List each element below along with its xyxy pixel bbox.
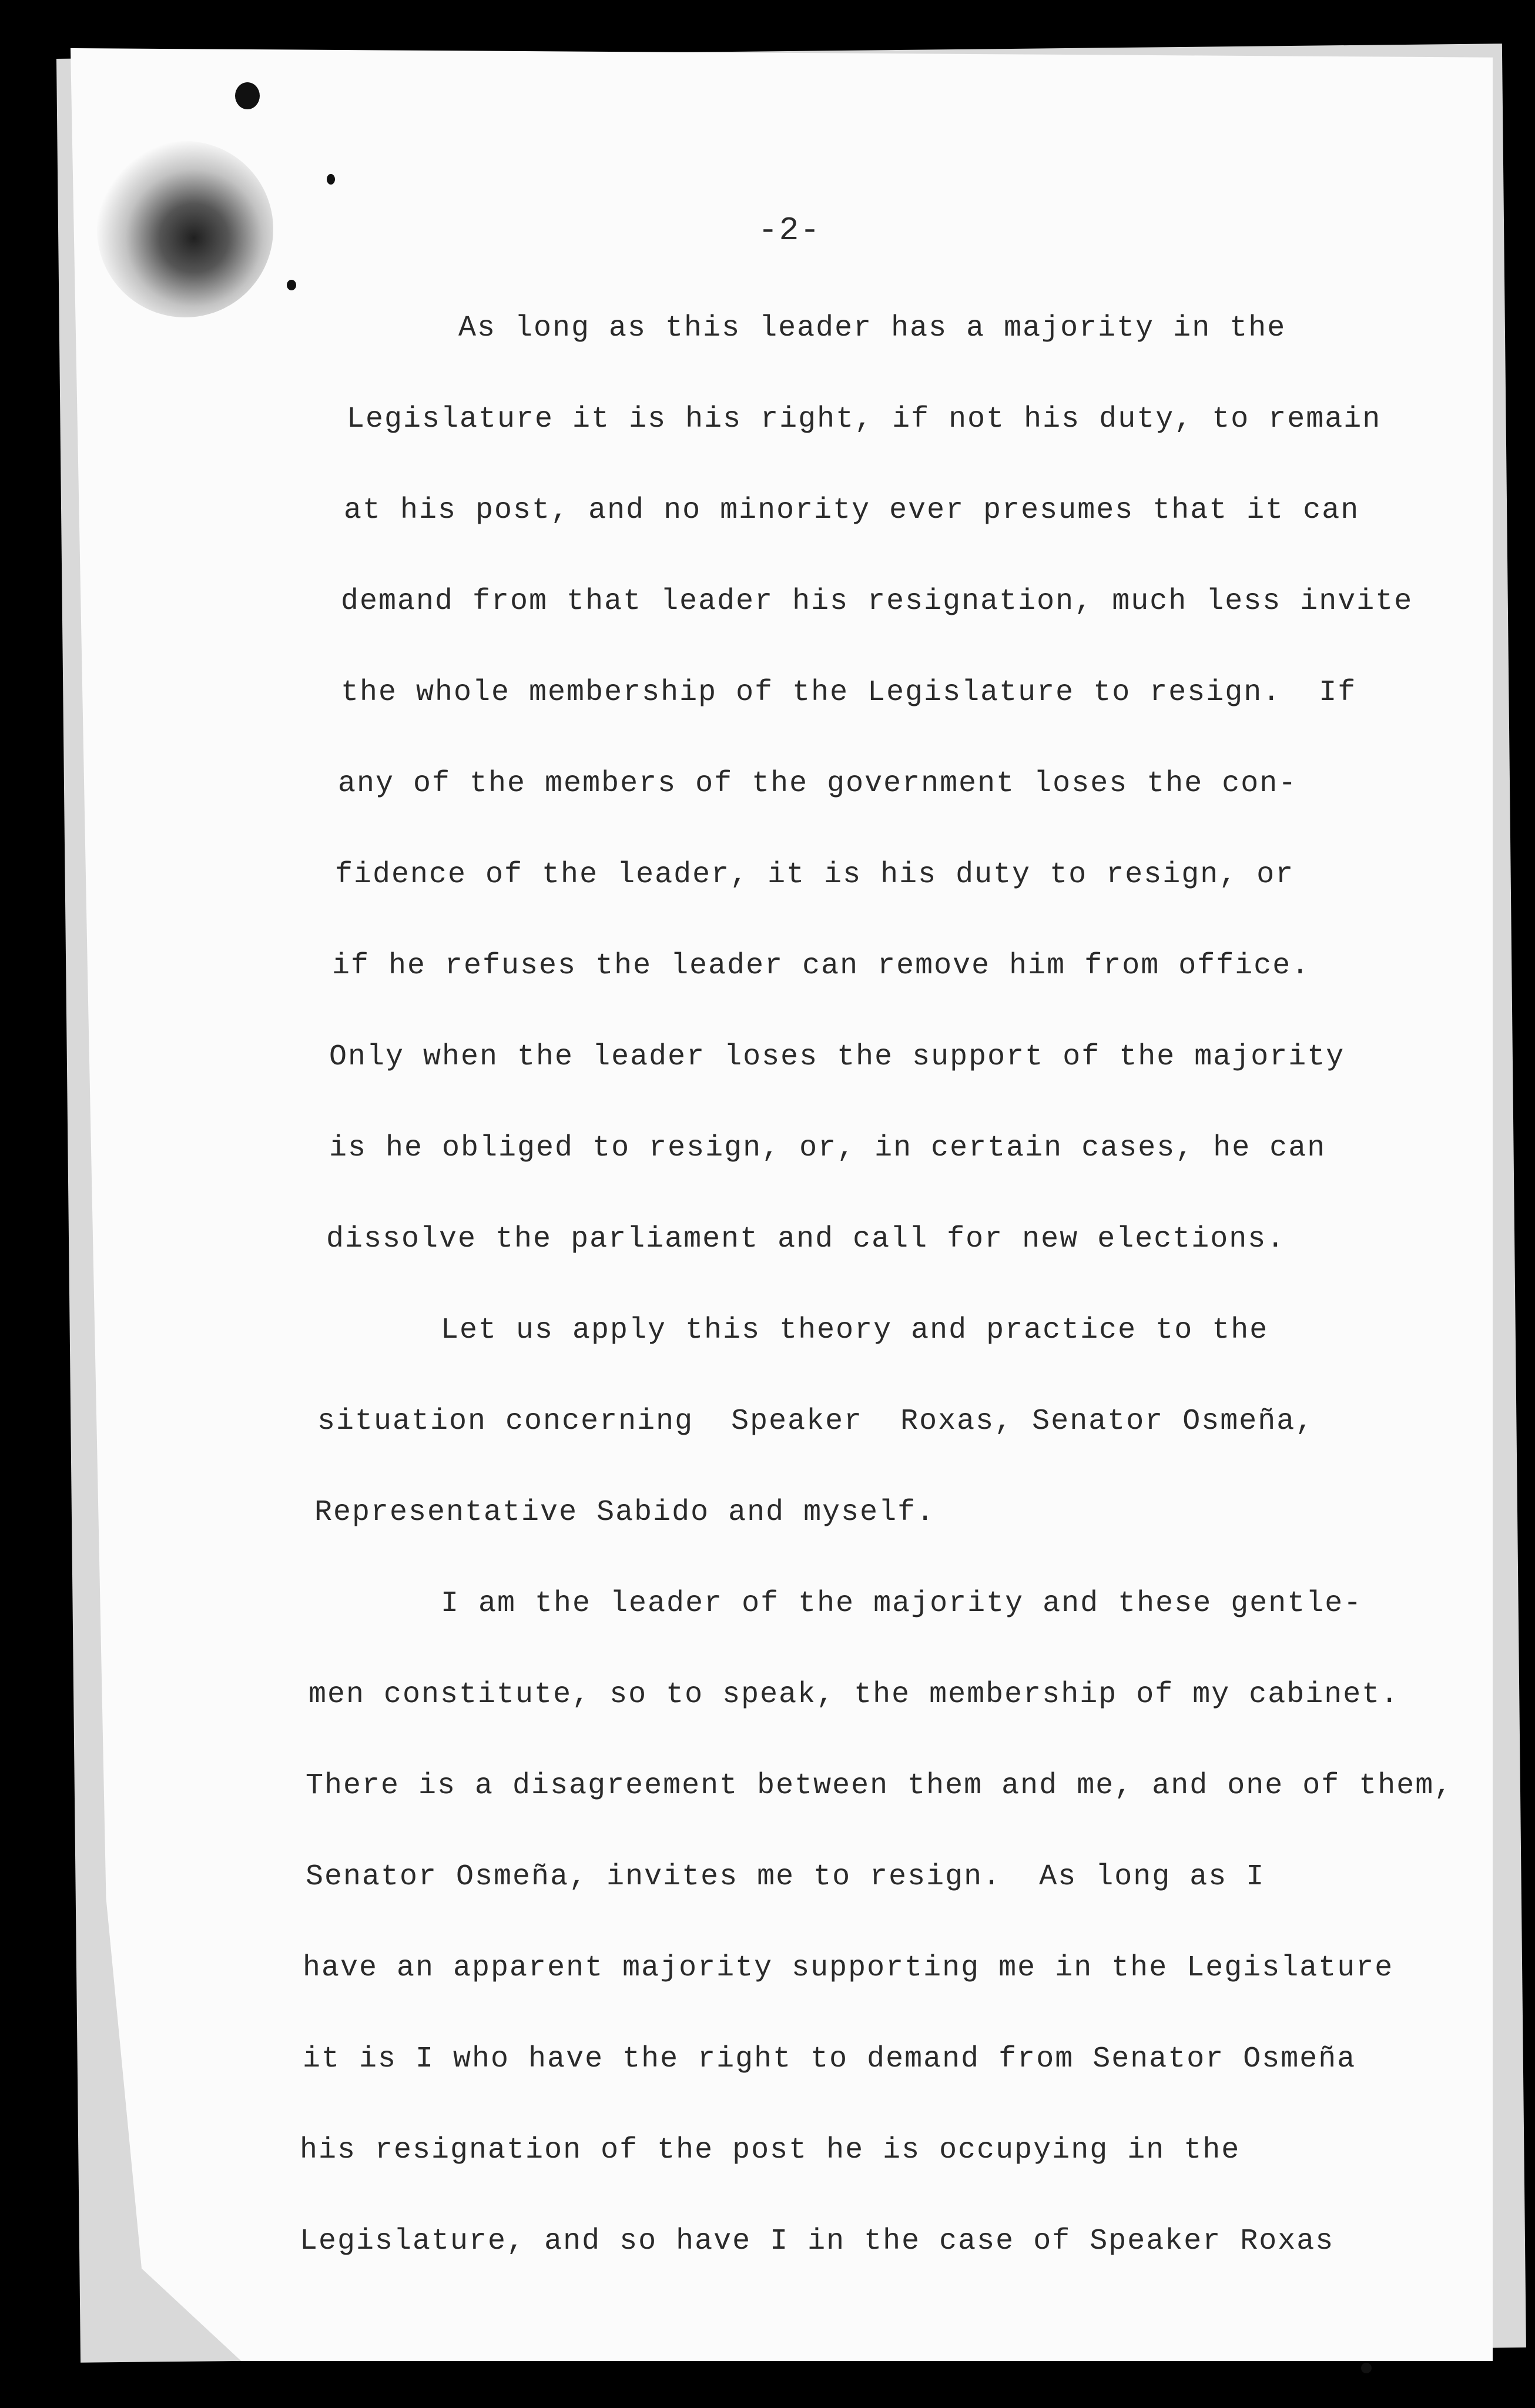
text-line: dissolve the parliament and call for new elections. [326, 1223, 1286, 1256]
text-line: Let us apply this theory and practice to the [441, 1314, 1269, 1347]
text-line: it is I who have the right to demand from Senator Osmeña [303, 2042, 1356, 2076]
text-line: I am the leader of the majority and these gentle- [441, 1587, 1363, 1620]
text-line: men constitute, so to speak, the membership of my cabinet. [309, 1678, 1400, 1712]
text-line: if he refuses the leader can remove him from office. [332, 949, 1311, 983]
text-line: any of the members of the government loses the con- [338, 767, 1298, 801]
text-line: Representative Sabido and myself. [314, 1496, 936, 1529]
text-line: demand from that leader his resignation, much less invite [341, 585, 1413, 618]
text-line: Only when the leader loses the support of the majority [329, 1040, 1345, 1074]
text-line: situation concerning Speaker Roxas, Senator Osmeña, [317, 1405, 1315, 1438]
text-line: As long as this leader has a majority in the [458, 312, 1286, 345]
text-line: the whole membership of the Legislature to resign. If [341, 676, 1357, 709]
text-line: There is a disagreement between them and me, and one of them, [306, 1769, 1453, 1803]
text-line: Legislature, and so have I in the case of Speaker Roxas [300, 2225, 1335, 2258]
text-line: have an apparent majority supporting me in the Legislature [303, 1951, 1394, 1985]
text-line: fidence of the leader, it is his duty to resign, or [335, 858, 1295, 892]
page-number: -2- [758, 212, 821, 249]
text-line: is he obliged to resign, or, in certain cases, he can [329, 1131, 1326, 1165]
text-line: Legislature it is his right, if not his duty, to remain [347, 403, 1382, 436]
text-line: Senator Osmeña, invites me to resign. As long as I [306, 1860, 1265, 1894]
text-line: at his post, and no minority ever presumes that it can [344, 494, 1360, 527]
text-line: his resignation of the post he is occupying in the [300, 2134, 1241, 2167]
